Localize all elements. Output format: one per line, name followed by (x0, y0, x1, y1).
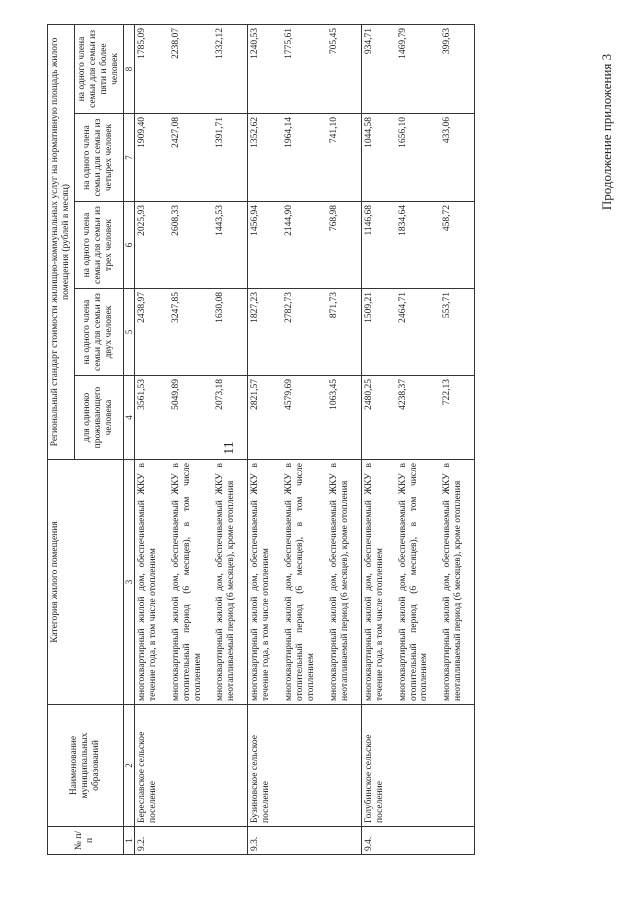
value-cell: 2144,90 (282, 202, 327, 289)
index-1: 1 (123, 827, 134, 855)
category-cell: многоквартирный жилой дом, обеспечиваемый ЖКУ в неотапливаемый период (6 месяцев), кроме отопления (440, 460, 474, 705)
value-cell: 1146,68 (361, 202, 395, 289)
value-cell: 2464,71 (396, 289, 441, 376)
value-cell: 1332,12 (213, 24, 247, 113)
value-cell: 433,06 (440, 114, 474, 202)
value-cell: 1469,79 (396, 24, 441, 113)
value-cell: 2238,07 (169, 24, 214, 113)
value-cell: 705,45 (327, 24, 361, 113)
category-cell: многоквартирный жилой дом, обеспечиваемый ЖКУ в течение года, в том числе отоплением (248, 460, 282, 705)
value-cell: 553,71 (440, 289, 474, 376)
header-standard: Региональный стандарт стоимости жилищно-коммунальных услуг на нормативную площадь жилого помещения (рублей в месяц) (48, 24, 75, 459)
value-cell: 399,63 (440, 24, 474, 113)
value-cell: 1964,14 (282, 114, 327, 202)
table-row (248, 24, 282, 854)
value-cell: 1044,58 (361, 114, 395, 202)
header-name: Наименование муниципальных образований (48, 705, 124, 827)
value-cell: 871,73 (327, 289, 361, 376)
header-sub-4: на одного члена семьи для семьи из четырех человек (74, 114, 123, 202)
header-category: Категория жилого помещения (48, 460, 124, 705)
header-sub-2: на одного члена семьи для семьи из двух человек (74, 289, 123, 376)
value-cell: 1909,40 (134, 114, 168, 202)
value-cell: 2821,57 (248, 376, 282, 460)
value-cell: 1063,45 (327, 376, 361, 460)
value-cell: 934,71 (361, 24, 395, 113)
value-cell: 2073,18 (213, 376, 247, 460)
value-cell: 1834,64 (396, 202, 441, 289)
index-2: 2 (123, 705, 134, 827)
housing-cost-table (47, 24, 475, 855)
table-row (361, 24, 395, 854)
category-cell: многоквартирный жилой дом, обеспечиваемый ЖКУ в отопительный период (6 месяцев), в том числе отоплением (169, 460, 214, 705)
value-cell: 1785,09 (134, 24, 168, 113)
value-cell: 2782,73 (282, 289, 327, 376)
page-number: 11 (222, 441, 237, 455)
index-6: 6 (123, 202, 134, 289)
row-number: 9.2. (134, 827, 247, 855)
value-cell: 3561,53 (134, 376, 168, 460)
row-number: 9.3. (248, 827, 361, 855)
value-cell: 741,10 (327, 114, 361, 202)
appendix-title: Продолжение приложения 3 (599, 53, 614, 211)
table-body (134, 24, 474, 854)
category-cell: многоквартирный жилой дом, обеспечиваемый ЖКУ в отопительный период (6 месяцев), в том числе отоплением (282, 460, 327, 705)
value-cell: 2480,25 (361, 376, 395, 460)
value-cell: 458,72 (440, 202, 474, 289)
index-3: 3 (123, 460, 134, 705)
value-cell: 1240,53 (248, 24, 282, 113)
index-8: 8 (123, 24, 134, 113)
value-cell: 2427,08 (169, 114, 214, 202)
category-cell: многоквартирный жилой дом, обеспечиваемый ЖКУ в неотапливаемый период (6 месяцев), кроме отопления (213, 460, 247, 705)
row-number: 9.4. (361, 827, 474, 855)
value-cell: 1509,21 (361, 289, 395, 376)
header-sub-3: на одного члена семьи для семьи из трех человек (74, 202, 123, 289)
value-cell: 1827,23 (248, 289, 282, 376)
value-cell: 2438,97 (134, 289, 168, 376)
value-cell: 4579,69 (282, 376, 327, 460)
value-cell: 3247,85 (169, 289, 214, 376)
category-cell: многоквартирный жилой дом, обеспечиваемый ЖКУ в неотапливаемый период (6 месяцев), кроме отопления (327, 460, 361, 705)
value-cell: 1656,10 (396, 114, 441, 202)
value-cell: 1630,08 (213, 289, 247, 376)
value-cell: 4238,37 (396, 376, 441, 460)
value-cell: 2608,33 (169, 202, 214, 289)
category-cell: многоквартирный жилой дом, обеспечиваемый ЖКУ в течение года, в том числе отоплением (134, 460, 168, 705)
rotated-sheet (47, 25, 475, 855)
header-sub-5: на одного члена семьи для семьи из пяти и более человек (74, 24, 123, 113)
municipality-name: Голубинское сельское поселение (361, 705, 474, 827)
value-cell: 1391,71 (213, 114, 247, 202)
value-cell: 2025,93 (134, 202, 168, 289)
value-cell: 722,13 (440, 376, 474, 460)
value-cell: 768,98 (327, 202, 361, 289)
table-row (134, 24, 168, 854)
value-cell: 5049,89 (169, 376, 214, 460)
value-cell: 1443,53 (213, 202, 247, 289)
value-cell: 1352,62 (248, 114, 282, 202)
value-cell: 1456,94 (248, 202, 282, 289)
header-num: № п/п (48, 827, 124, 855)
value-cell: 1775,61 (282, 24, 327, 113)
municipality-name: Береславское сельское поселение (134, 705, 247, 827)
municipality-name: Бузиновское сельское поселение (248, 705, 361, 827)
index-5: 5 (123, 289, 134, 376)
index-4: 4 (123, 376, 134, 460)
index-7: 7 (123, 114, 134, 202)
category-cell: многоквартирный жилой дом, обеспечиваемый ЖКУ в течение года, в том числе отоплением (361, 460, 395, 705)
category-cell: многоквартирный жилой дом, обеспечиваемый ЖКУ в отопительный период (6 месяцев), в том числе отоплением (396, 460, 441, 705)
header-sub-1: для одиноко проживающего человека (74, 376, 123, 460)
